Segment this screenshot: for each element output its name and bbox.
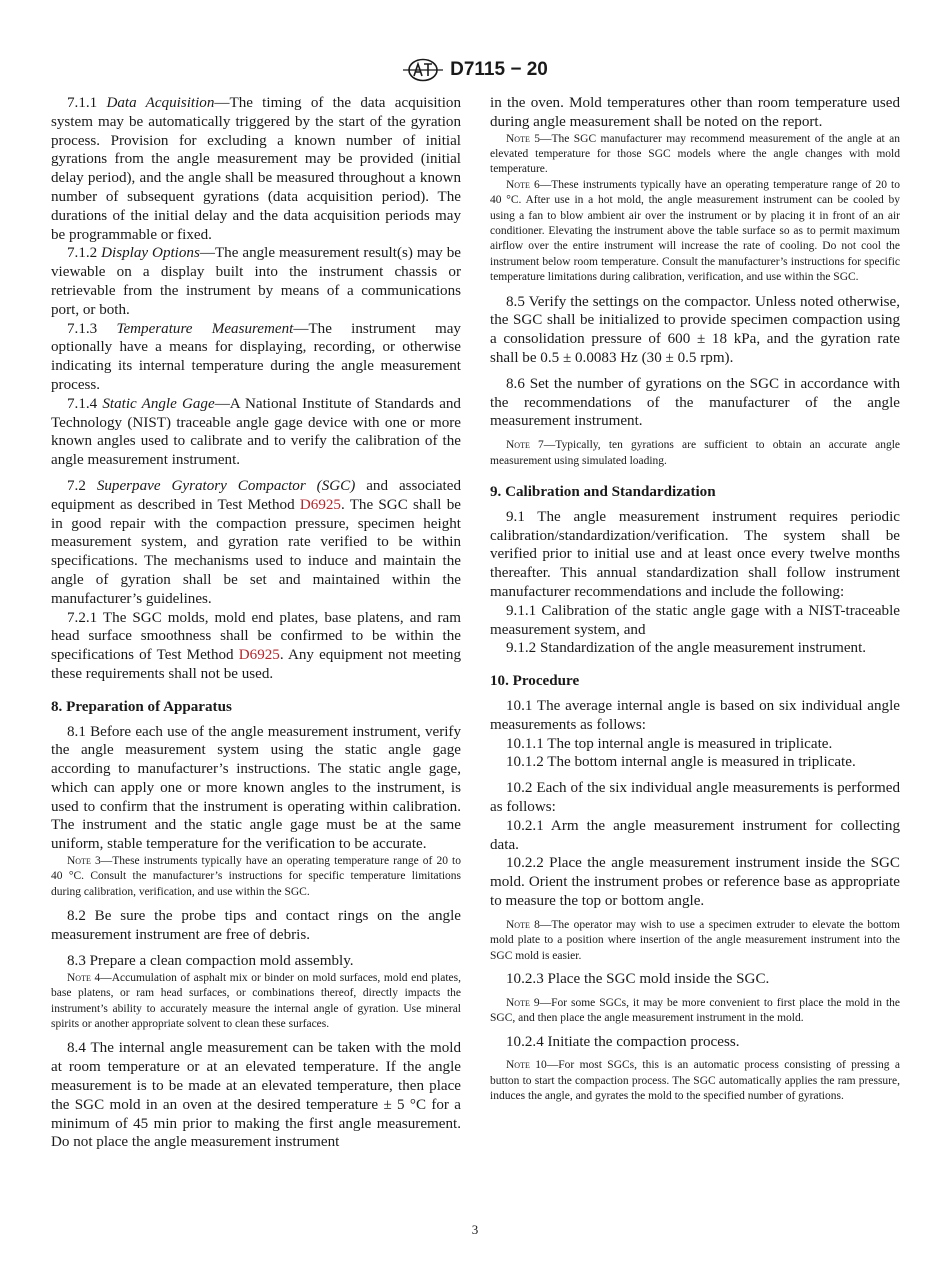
paragraph-7-1-3: 7.1.3 Temperature Measurement—The instrument may optionally have a means for displaying, recording, or otherwise indicating its internal temperature during the angle measurement process. [51, 320, 461, 393]
standard-designation: D7115 − 20 [450, 59, 548, 80]
paragraph-10-2-4: 10.2.4 Initiate the compaction process. [506, 1033, 740, 1050]
paragraph-8-3: 8.3 Prepare a clean compaction mold assembly. [67, 952, 354, 969]
section-heading-8: 8. Preparation of Apparatus [51, 698, 232, 715]
note-4: Note 4—Accumulation of asphalt mix or binder on mold surfaces, mold end plates, base platens, or ram head surfaces, or combinations thereof, directly impacts the instrument’s ability to accurately measure the internal angle of gyration. Use mineral spirits or another appropriate solvent to clean these surfaces. [51, 971, 461, 1030]
note-7: Note 7—Typically, ten gyrations are sufficient to obtain an accurate angle measurement using simulated loading. [490, 439, 900, 467]
paragraph-8-6: 8.6 Set the number of gyrations on the SGC in accordance with the recommendations of the manufacturer of the angle measurement instrument. [490, 375, 900, 430]
note-8: Note 8—The operator may wish to use a specimen extruder to elevate the bottom mold plate to a position where insertion of the angle measurement instrument into the SGC mold is easier. [490, 918, 900, 962]
section-heading-10: 10. Procedure [490, 673, 580, 690]
paragraph-7-2-1: 7.2.1 The SGC molds, mold end plates, base platens, and ram head surface smoothness shall be confirmed to be within the specifications of Test Method D6925. Any equipment not meeting these requirements shall not be used. [51, 609, 461, 682]
note-3: Note 3—These instruments typically have an operating temperature range of 20 to 40 °C. Consult the manufacturer’s instructions for specific temperature limitations during calibration, verification, and use within the SGC. [51, 855, 461, 898]
paragraph-10-1-2: 10.1.2 The bottom internal angle is measured in triplicate. [506, 754, 856, 771]
left-column [51, 94, 461, 1152]
paragraph-8-2: 8.2 Be sure the probe tips and contact rings on the angle measurement instrument are free of debris. [51, 908, 461, 944]
paragraph-10-2-1: 10.2.1 Arm the angle measurement instrument for collecting data. [490, 817, 900, 853]
paragraph-7-2: 7.2 Superpave Gyratory Compactor (SGC) and associated equipment as described in Test Method D6925. The SGC shall be in good repair with the compaction pressure, specimen height measurement system, and gyration rate verified to be within specifications. The mechanisms used to induce and maintain the angle of gyration shall be set and maintained within the manufacturer’s guidelines. [51, 477, 461, 607]
note-9: Note 9—For some SGCs, it may be more convenient to first place the mold in the SGC, and then place the angle measurement instrument in the mold. [490, 996, 900, 1025]
document-header [0, 54, 950, 86]
paragraph-7-1-4: 7.1.4 Static Angle Gage—A National Institute of Standards and Technology (NIST) traceable angle gage device with one or more known angles used to calibrate and to verify the calibration of the angle measurement instrument. [51, 395, 461, 469]
link-d6925[interactable]: D6925 [299, 496, 341, 513]
paragraph-8-4: 8.4 The internal angle measurement can be taken with the mold at room temperature or at an elevated temperature. If the angle measurement is to be made at an elevated temperature, then place the SGC mold in an oven at the desired temperature ± 5 °C for a minimum of 45 min prior to making the first angle measurement. Do not place the angle measurement instrument [51, 1040, 461, 1151]
right-column [490, 94, 900, 1105]
paragraph-7-1-2: 7.1.2 Display Options—The angle measurement result(s) may be viewable on a display built into the instrument chassis or retrievable from the instrument by means of a communications port, or both. [51, 245, 462, 318]
paragraph-7-1-1: 7.1.1 Data Acquisition—The timing of the data acquisition system may be automatically triggered by the start of the gyration process. Provision for excluding a known number of initial gyrations from the angle measurement may be provided (initial delay period), and the angle shall be measured throughout a known number of subsequent gyrations (data acquisition period). The durations of the initial delay and the data acquisition periods may be programmable or fixed. [51, 95, 461, 243]
paragraph-9-1: 9.1 The angle measurement instrument requires periodic calibration/standardization/verification. The system shall be verified prior to initial use and at least once every twelve months thereafter. This annual standardization shall follow instrument manufacturer recommendations and include the following: [490, 508, 900, 601]
paragraph-9-1-2: 9.1.2 Standardization of the angle measurement instrument. [506, 640, 867, 657]
paragraph-10-2: 10.2 Each of the six individual angle measurements is performed as follows: [490, 780, 900, 815]
paragraph-9-1-1: 9.1.1 Calibration of the static angle gage with a NIST-traceable measurement system, and [490, 602, 900, 638]
astm-logo-icon [402, 58, 444, 82]
paragraph-8-5: 8.5 Verify the settings on the compactor. Unless noted otherwise, the SGC shall be initialized to provide specimen compaction using a consolidation pressure of 600 ± 18 kPa, and the gyration rate shall be 0.5 ± 0.0083 Hz (30 ± 0.5 rpm). [490, 293, 900, 367]
paragraph-10-2-2: 10.2.2 Place the angle measurement instrument inside the SGC mold. Orient the instrument probes or reference base as appropriate to measure the top or bottom angle. [490, 855, 900, 909]
paragraph-10-1: 10.1 The average internal angle is based on six individual angle measurements as follows: [490, 698, 900, 733]
page-number: 3 [471, 1222, 479, 1237]
note-5: Note 5—The SGC manufacturer may recommend measurement of the angle at an elevated temperature for those SGC models where the angle changes with mold temperature. [490, 132, 900, 176]
note-10: Note 10—For most SGCs, this is an automatic process consisting of pressing a button to start the compaction process. The SGC automatically applies the ram pressure, induces the angle, and gyrates the mold to the specified number of gyrations. [490, 1059, 900, 1103]
paragraph-8-1: 8.1 Before each use of the angle measurement instrument, verify the angle measurement system using the static angle gage according to manufacturer’s instructions. The static angle gage, which can apply one or more known angles to the instrument, is used to confirm that the instrument is operating within calibration. The instrument and the static angle gage must be at the same uniform, stable temperature for the verification to be accurate. [51, 723, 461, 853]
paragraph-8-4-continued: in the oven. Mold temperatures other than room temperature used during angle measurement shall be noted on the report. [490, 95, 900, 130]
section-heading-9: 9. Calibration and Standardization [490, 484, 716, 501]
paragraph-10-1-1: 10.1.1 The top internal angle is measured in triplicate. [506, 735, 833, 752]
link-d6925[interactable]: D6925 [238, 647, 280, 664]
note-6: Note 6—These instruments typically have an operating temperature range of 20 to 40 °C. After use in a hot mold, the angle measurement instrument can be cooled by using a fan to blow ambient air over the instrument or by placing it in front of an air conditioner. Elevating the instrument above the table surface so as to permit maximum airflow over the entire instrument will increase the rate of cooling. Do not cool the instrument below room temperature. Consult the manufacturer’s instructions for specific temperature limitations during calibration, verification, and use within the SGC. [490, 178, 900, 284]
paragraph-10-2-3: 10.2.3 Place the SGC mold inside the SGC. [506, 971, 770, 987]
